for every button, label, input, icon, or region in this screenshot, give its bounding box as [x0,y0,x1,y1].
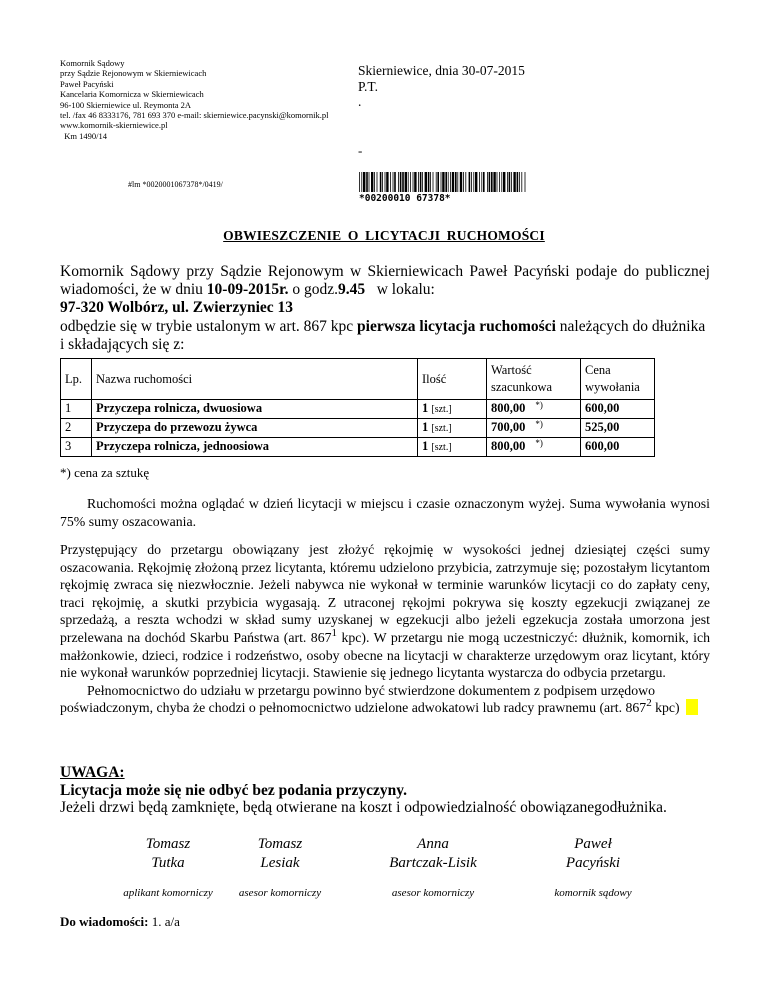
barcode-bar [410,172,411,192]
barcode-bar [437,172,439,192]
signatory-role: aplikant komorniczy [123,887,213,899]
barcode-bar [481,172,482,192]
cell-name: Przyczepa rolnicza, jednoosiowa [92,438,418,457]
place-date-block [358,63,525,110]
article-superscript: 2 [646,697,652,710]
barcode-bar [483,172,485,192]
barcode-bar [479,172,480,192]
barcode-bar [475,172,477,192]
barcode-bar [525,172,526,192]
qty-value: 1 [422,420,429,434]
barcode-bar [366,172,368,192]
intro-text: należących do dłużnika i składających się z: [60,317,706,353]
barcode-bar [521,172,522,192]
intro-paragraph [60,318,710,354]
deposit-text [60,541,710,682]
signatory-first-name: Tomasz [145,836,191,852]
value-mark: *) [535,400,543,410]
barcode-bar [473,172,474,192]
barcode-bar [450,172,451,192]
cell-value [487,400,581,419]
barcode-text: *00200010 67378* [359,193,451,202]
barcode-bar [436,172,437,192]
notice-line-1: Licytacja może się nie odbyć bez podania przyczyny. [60,781,407,799]
barcode-bar [413,172,414,192]
proxy-text-a: Pełnomocnictwo do udziału w przetargu powinno być stwierdzone dokumentem z podpisem urzędowo poświadczonym, chyba że chodzi o pełnomocnictwo udzielone adwokatowi lub radcy prawnemu (art. 867 [60,682,655,716]
barcode-bar [487,172,488,192]
place-date: Skierniewice, dnia 30-07-2015 [358,63,525,78]
barcode-bar [463,172,464,192]
signatory-last-name: Lesiak [260,855,300,871]
signatory-first-name: Anna [417,836,449,852]
barcode-bar [361,172,362,192]
barcode-bar [374,172,375,192]
barcode-bar [511,172,512,192]
barcode-bar [386,172,388,192]
intro-text: odbędzie się w trybie ustalonym w art. 867 kpc [60,317,358,335]
qty-unit: [szt.] [431,423,452,434]
barcode-bar [408,172,409,192]
barcode-bar [471,172,472,192]
barcode-bar [452,172,454,192]
table-row [61,438,655,457]
barcode-bar [405,172,407,192]
barcode-bar [433,172,434,192]
barcode-bar [517,172,519,192]
barcode-bar [455,172,457,192]
barcode-bar [493,172,495,192]
auction-date: 10-09-2015r. [206,281,289,299]
barcode-bar [418,172,419,192]
barcode-bar [377,172,378,192]
value-amount: 800,00 [491,401,526,415]
barcode-bar [390,172,391,192]
cell-price: 525,00 [581,419,655,438]
signatory-last-name: Bartczak-Lisik [389,855,477,871]
barcode-bar [369,172,370,192]
table-row [61,419,655,438]
col-qty: Ilość [418,359,487,400]
signatory-role: asesor komorniczy [391,887,475,899]
barcode-bar [428,172,430,192]
cell-qty [418,400,487,419]
barcode-bar [363,172,365,192]
barcode-bar [503,172,505,192]
cell-price: 600,00 [581,438,655,457]
cell-lp: 1 [61,400,92,419]
deposit-text-b: kpc). W przetargu nie mogą uczestniczyć: dłużnik, komornik, ich małżonkowie, dzieci, rodzice i rodzeństwo, osoby obecne na licytacji w charakterze urzędowym oraz licytant, który nie wykonał warunków poprzedniej licytacji. Stawienie się jednego licytanta wystarcza do odbycia przetargu. [60,629,710,681]
barcode-bar [393,172,394,192]
cell-qty [418,438,487,457]
signature-block [358,835,508,899]
barcode-bar [430,172,431,192]
office-line: Komornik Sądowy [60,58,125,68]
barcode-bar [497,172,498,192]
address-street: , ul. Zwierzyniec 13 [164,299,294,317]
barcode-bar [460,172,462,192]
barcode-bar [491,172,493,192]
auction-type: pierwsza licytacja ruchomości [357,317,556,335]
barcode [358,172,528,202]
office-line: www.komornik-skierniewice.pl [60,120,168,131]
signatory-last-name: Pacyński [565,855,621,871]
table-header-row [61,359,655,400]
signature-block [518,835,668,899]
signatory-first-name: Paweł [574,836,612,852]
viewing-paragraph [60,495,710,530]
office-line: przy Sądzie Rejonowym w Skierniewicach [60,68,207,79]
auction-time: 9.45 [337,281,366,299]
distribution-value: 1. a/a [148,914,180,929]
cell-lp: 3 [61,438,92,457]
barcode-bar [501,172,502,192]
barcode-bar [382,172,383,192]
case-number: Km 1490/14 [60,130,107,141]
cell-value [487,419,581,438]
office-line: 96-100 Skierniewice ul. Reymonta 2A [60,99,192,110]
col-value: Wartość szacunkowa [487,359,581,400]
barcode-bar [420,172,422,192]
intro-text: Komornik Sądowy przy Sądzie Rejonowym w Skierniewicach Paweł Pacyński podaje do publicznej wiadomości, że w dniu [60,263,710,299]
barcode-bar [445,172,447,192]
value-mark: *) [535,419,543,429]
col-lp: Lp. [61,359,92,400]
qty-value: 1 [422,401,429,415]
barcode-bar [425,172,427,192]
barcode-bar [469,172,471,192]
barcode-bar [400,172,402,192]
distribution-label: Do wiadomości: [60,914,149,929]
barcode-bar [380,172,382,192]
col-name: Nazwa ruchomości [92,359,418,400]
barcode-bar [398,172,399,192]
office-line: Paweł Pacyński [60,78,114,89]
cell-price: 600,00 [581,400,655,419]
notice-heading: UWAGA: [60,764,125,781]
signatory-role: asesor komorniczy [238,887,322,899]
barcode-bar [465,172,466,192]
signature-block [205,835,355,899]
cell-lp: 2 [61,419,92,438]
office-header [60,58,328,141]
barcode-bar [402,172,404,192]
article-superscript: 1 [331,626,338,639]
deposit-paragraph [60,541,710,717]
cell-value [487,438,581,457]
cell-name: Przyczepa rolnicza, dwuosiowa [92,400,418,419]
office-line: Kancelaria Komornicza w Skierniewicach [60,89,204,100]
barcode-bar [441,172,442,192]
barcode-bar [394,172,396,192]
deposit-text-a: Przystępujący do przetargu obowiązany jest złożyć rękojmię w wysokości jednej dziesiątej części sumy oszacowania. Rękojmię złożoną przez licytanta, któremu udzielono przybicia, zatrzymuje się; pozostałym licytantom rękojmię zwraca się niezwłocznie. Jeżeli nabywca nie wykonał w terminie warunków licytacji co do zapłaty ceny, traci rękojmię, a skutki przybicia wygasają. Z utraconej rękojmi pokrywa się koszty egzekucji związanej ze sprzedażą, a reszta wchodzi w skład sumy uzyskanej w egzekucji albo jeżeli egzekucja została umorzona jest przelewana na dochód Skarbu Państwa (art. 867 [60,542,710,645]
value-amount: 700,00 [491,420,526,434]
col-price: Cena wywołania [581,359,655,400]
notice-block [60,764,667,817]
distribution-line [60,914,180,930]
viewing-text: Ruchomości można oglądać w dzień licytacji w miejscu i czasie oznaczonym wyżej. Suma wywołania wynosi 75% sumy oszacowania. [60,496,710,529]
barcode-bar [414,172,416,192]
barcode-bar [513,172,515,192]
items-table [60,358,655,457]
signatory-first-name: Tomasz [257,836,303,852]
highlight-mark [686,699,698,715]
table-row [61,400,655,419]
barcode-bar [371,172,373,192]
intro-paragraph [60,263,710,299]
reference-code: #lm *0020001067378*/0419/ [128,180,223,189]
barcode-bar [489,172,491,192]
address-postal: 97-320 Wolbórz [60,299,165,317]
barcode-bar [507,172,508,192]
barcode-bar [422,172,423,192]
proxy-text-b: kpc) [651,700,680,716]
footnote: *) cena za sztukę [60,465,150,480]
qty-unit: [szt.] [431,442,452,453]
value-amount: 800,00 [491,439,526,453]
barcode-bar [499,172,500,192]
signatory-last-name: Tutka [151,855,185,871]
cell-name: Przyczepa do przewozu żywca [92,419,418,438]
page-title: OBWIESZCZENIE O LICYTACJI RUCHOMOŚCI [223,228,545,243]
barcode-bar [519,172,520,192]
notice-line-2: Jeżeli drzwi będą zamknięte, będą otwierane na koszt i odpowiedzialność obowiązanegodłużnika. [60,799,667,816]
intro-text: w lokalu: [365,281,435,299]
qty-value: 1 [422,439,429,453]
barcode-bar [359,172,360,192]
qty-unit: [szt.] [431,404,452,415]
signatory-role: komornik sądowy [554,887,632,899]
intro-block [60,263,710,354]
proxy-text [60,682,710,717]
barcode-bar [385,172,386,192]
barcode-bar [457,172,458,192]
value-mark: *) [535,438,543,448]
pt-label: P.T. [358,78,379,94]
barcode-bar [448,172,449,192]
intro-text: o godz. [288,281,338,299]
barcode-bar [442,172,444,192]
address-line [60,299,710,317]
barcode-bar [509,172,511,192]
dash-line: - [358,143,363,158]
cell-qty [418,419,487,438]
dot-line: . [358,94,362,109]
office-line: tel. /fax 46 8333176, 781 693 370 e-mail: skierniewice.pacynski@komornik.pl [60,110,329,121]
